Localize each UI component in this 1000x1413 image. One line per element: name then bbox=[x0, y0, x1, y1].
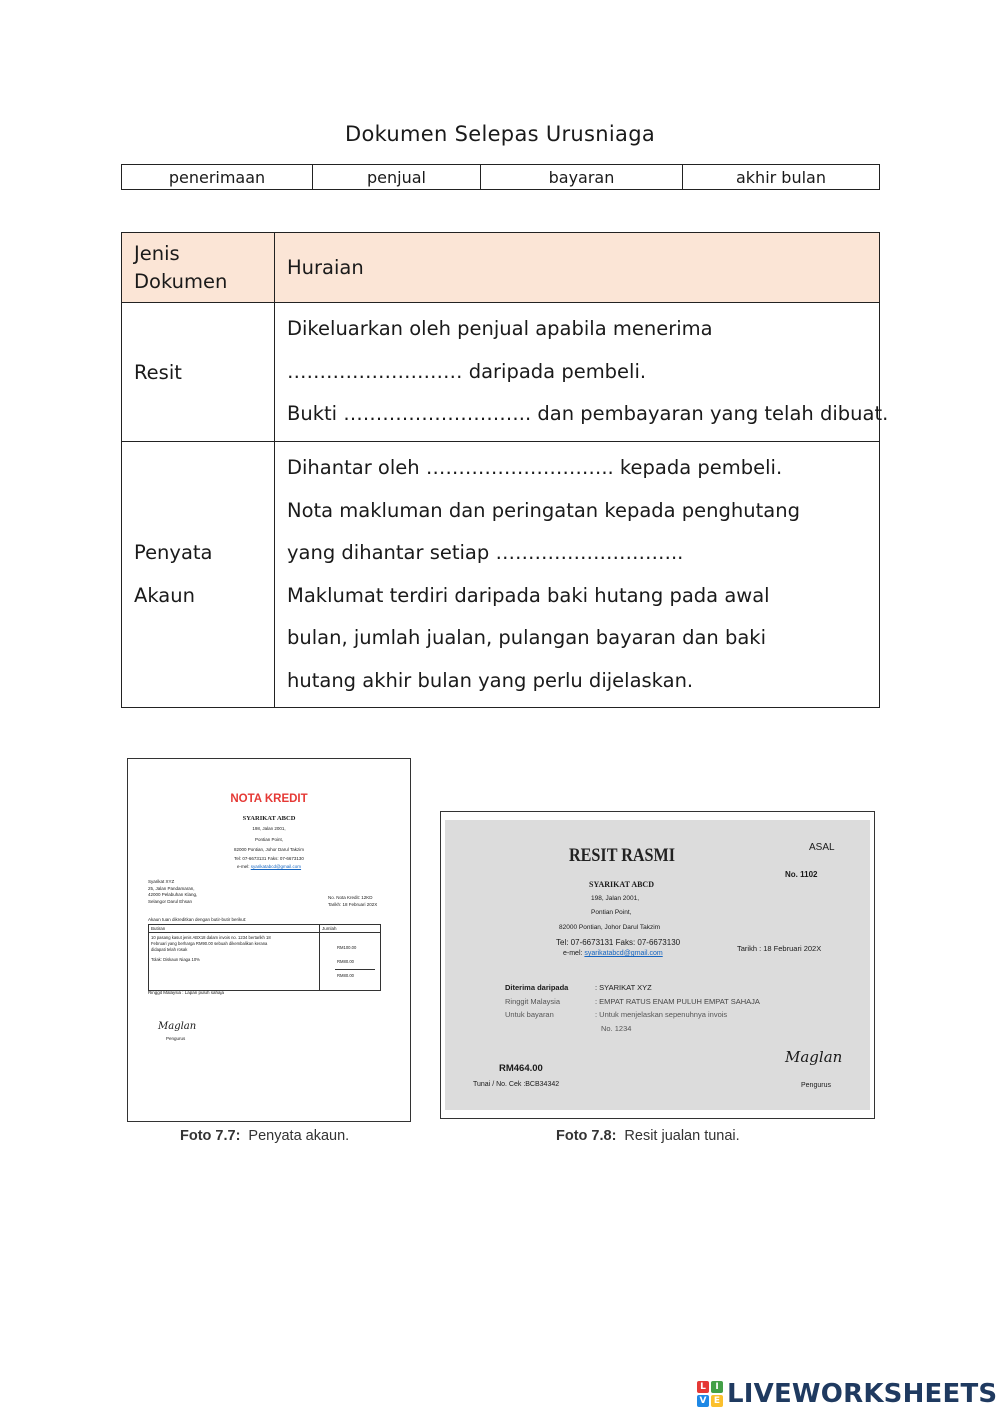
nk-table-header bbox=[149, 925, 380, 933]
logo-text: LIVEWORKSHEETS bbox=[727, 1379, 998, 1409]
caption-text: Penyata akaun. bbox=[248, 1128, 350, 1144]
word-bank-item[interactable]: bayaran bbox=[481, 165, 683, 190]
resit-contact: Tel: 07-6673131 Faks: 07-6673130 bbox=[556, 938, 681, 947]
resit-email-row bbox=[563, 950, 663, 957]
nk-recipient-line: 42000 Pelabuhan Klang, bbox=[148, 892, 198, 897]
row-huraian-penyata bbox=[275, 442, 880, 708]
huraian-line: Dikeluarkan oleh penjual apabila menerima bbox=[287, 317, 713, 341]
header-huraian: Huraian bbox=[275, 233, 880, 303]
resit-no: No. 1102 bbox=[785, 870, 818, 879]
word-bank-item[interactable]: penerimaan bbox=[122, 165, 313, 190]
resit-field-label: Untuk bayaran bbox=[505, 1010, 554, 1019]
nk-amount: RM80.00 bbox=[337, 973, 354, 978]
header-jenis-dokumen bbox=[122, 233, 275, 303]
resit-title: RESIT RASMI bbox=[569, 845, 676, 866]
nk-discount: Tolak: Diskaun Niaga 10% bbox=[151, 957, 200, 962]
resit-field-value: : Untuk menjelaskan sepenuhnya invois bbox=[595, 1010, 728, 1019]
header-jenis-line: Dokumen bbox=[134, 269, 228, 293]
nk-col-butiran: Butiran bbox=[151, 926, 166, 931]
word-bank-item[interactable]: akhir bulan bbox=[683, 165, 880, 190]
word-bank bbox=[121, 164, 880, 190]
nk-email: syarikatabcd@gmail.com bbox=[250, 864, 302, 869]
resit-payment: Tunai / No. Cek :BCB34342 bbox=[473, 1081, 560, 1088]
resit-field-label: Diterima daripada bbox=[505, 983, 569, 992]
huraian-line-blank[interactable]: Dihantar oleh ……………………….. kepada pembeli. bbox=[287, 456, 783, 479]
resit-sign-role: Pengurus bbox=[801, 1082, 831, 1089]
caption-foto-7-8 bbox=[556, 1128, 740, 1144]
resit-field-value: No. 1234 bbox=[601, 1024, 632, 1033]
table-row bbox=[122, 442, 880, 708]
resit-signature: Maglan bbox=[785, 1048, 843, 1066]
huraian-line: hutang akhir bulan yang perlu dijelaskan. bbox=[287, 668, 694, 692]
resit-background bbox=[445, 820, 870, 1110]
nk-address-line: 198, Jalan 2001, bbox=[252, 826, 286, 831]
row-jenis-penyata-akaun bbox=[122, 442, 275, 708]
nk-recipient bbox=[148, 879, 197, 905]
nk-email-row bbox=[128, 864, 410, 869]
huraian-line-blank[interactable]: ……………………… daripada pembeli. bbox=[287, 359, 647, 383]
nk-words: Ringgit Malaysia : Lapan puluh sahaja bbox=[148, 990, 225, 995]
nk-amount: RM100.00 bbox=[337, 945, 357, 950]
header-jenis-line: Jenis bbox=[134, 241, 180, 265]
liveworksheets-logo bbox=[697, 1377, 997, 1411]
caption-label: Foto 7.7: bbox=[180, 1128, 241, 1144]
nk-address-line: 82000 Pontian, Johor Darul Takzim bbox=[234, 847, 304, 852]
resit-email: syarikatabcd@gmail.com bbox=[584, 950, 663, 957]
jenis-line: Akaun bbox=[134, 583, 195, 607]
nk-recipient-line: Selangor Darul Ehsan bbox=[148, 898, 193, 904]
resit-asal: ASAL bbox=[809, 842, 835, 853]
resit-date: Tarikh : 18 Februari 202X bbox=[737, 944, 822, 953]
nk-amount: RM80.00 bbox=[337, 959, 354, 964]
resit-field-label: Ringgit Malaysia bbox=[505, 997, 561, 1006]
nk-item-line: Februari yang berharga RM90.00 sebuah dikembalikan kerana bbox=[151, 941, 268, 946]
document-table bbox=[121, 232, 889, 708]
nota-kredit-image bbox=[127, 758, 411, 1122]
logo-mark-letter: I bbox=[711, 1381, 723, 1393]
nk-table-divider bbox=[319, 925, 320, 990]
word-bank-item[interactable]: penjual bbox=[313, 165, 481, 190]
nk-recipient-line: 25, Jalan Pandamaran, bbox=[148, 885, 195, 891]
nk-item-line: didapati telah rosak bbox=[151, 947, 188, 952]
nk-signature: Maglan bbox=[158, 1021, 197, 1032]
caption-text: Resit jualan tunai. bbox=[624, 1128, 740, 1144]
page-title: Dokumen Selepas Urusniaga bbox=[345, 122, 655, 146]
huraian-line-blank[interactable]: Bukti ……………………….. dan pembayaran yang telah dibuat. bbox=[287, 402, 889, 426]
nota-kredit-title: NOTA KREDIT bbox=[230, 793, 308, 805]
nk-item-table bbox=[148, 924, 381, 991]
huraian-line-blank[interactable]: yang dihantar setiap ……………………….. bbox=[287, 541, 684, 564]
nk-sum-line bbox=[335, 969, 375, 970]
logo-mark-letter: V bbox=[697, 1395, 709, 1407]
resit-address-line: Pontian Point, bbox=[591, 909, 632, 916]
logo-mark-letter: E bbox=[711, 1395, 723, 1407]
resit-company: SYARIKAT ABCD bbox=[589, 880, 654, 889]
resit-amount: RM464.00 bbox=[499, 1063, 543, 1074]
huraian-line: Nota makluman dan peringatan kepada penghutang bbox=[287, 498, 800, 522]
caption-label: Foto 7.8: bbox=[556, 1128, 617, 1144]
nk-date: Tarikh: 18 Februari 202X bbox=[328, 901, 378, 907]
nk-company: SYARIKAT ABCD bbox=[242, 815, 296, 822]
nk-recipient-line: Syarikat XYZ bbox=[148, 879, 175, 884]
nk-item-line: 10 pasang kasut jenis ABX18 dalam invois no. 1234 bertarikh 18 bbox=[151, 935, 271, 940]
caption-foto-7-7 bbox=[180, 1128, 349, 1144]
resit-rasmi-image bbox=[440, 811, 875, 1119]
table-row bbox=[122, 303, 880, 442]
logo-mark-letter: L bbox=[697, 1381, 709, 1393]
resit-email-label: e-mel: bbox=[563, 950, 583, 957]
nk-col-jumlah: Jumlah bbox=[322, 926, 337, 931]
resit-address-line: 198, Jalan 2001, bbox=[591, 895, 640, 902]
nk-note-no: No. Nota Kredit: 12KD bbox=[328, 895, 373, 900]
nk-email-label: e-mel: bbox=[236, 864, 250, 869]
nk-contact: Tel: 07-6673131 Faks: 07-6673130 bbox=[234, 856, 304, 861]
jenis-line: Penyata bbox=[134, 541, 213, 564]
logo-mark-icon bbox=[697, 1381, 723, 1407]
resit-address-line: 82000 Pontian, Johor Darul Takzim bbox=[559, 924, 661, 931]
nk-address-line: Pontian Point, bbox=[254, 837, 284, 842]
nk-item-desc bbox=[151, 935, 271, 953]
table-header-row bbox=[122, 233, 880, 303]
row-jenis-resit: Resit bbox=[122, 303, 275, 442]
nk-sign-role: Pengurus bbox=[166, 1036, 186, 1041]
resit-field-value: : EMPAT RATUS ENAM PULUH EMPAT SAHAJA bbox=[595, 997, 760, 1006]
nk-intro: Akaun tuan dikreditkan dengan butir-butir berikut: bbox=[148, 917, 247, 922]
huraian-line: Maklumat terdiri daripada baki hutang pada awal bbox=[287, 583, 770, 607]
nk-meta bbox=[328, 895, 377, 908]
row-huraian-resit bbox=[275, 303, 889, 442]
huraian-line: bulan, jumlah jualan, pulangan bayaran dan baki bbox=[287, 626, 767, 649]
resit-field-value: : SYARIKAT XYZ bbox=[595, 983, 652, 992]
